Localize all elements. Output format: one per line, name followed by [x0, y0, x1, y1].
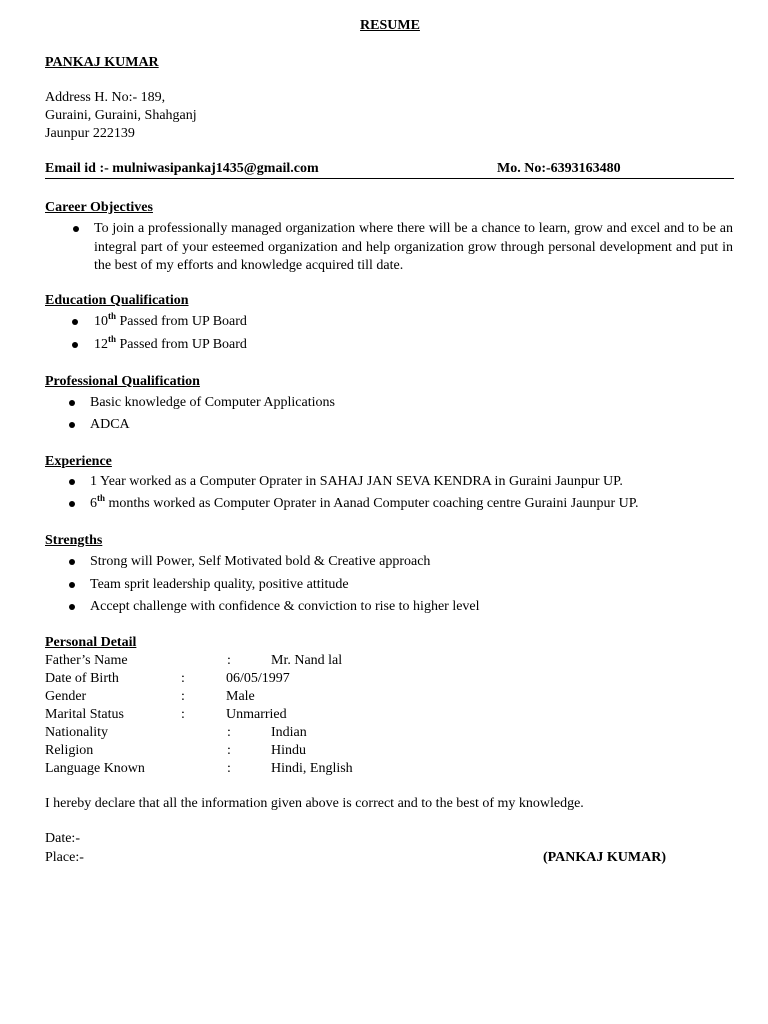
detail-separator: : [181, 671, 185, 686]
strength-item-text: Team sprit leadership quality, positive attitude [90, 577, 349, 592]
personal-detail-heading: Personal Detail [45, 635, 137, 650]
experience-heading: Experience [45, 454, 112, 469]
education-heading: Education Qualification [45, 293, 189, 308]
contact-divider [45, 178, 734, 179]
bullet [69, 400, 75, 406]
education-item-text: 12th Passed from UP Board [94, 334, 247, 352]
detail-value: Hindu [271, 743, 306, 758]
professional-item-text: ADCA [90, 417, 130, 432]
detail-label: Father’s Name [45, 653, 128, 668]
experience-item-text: 6th months worked as Computer Oprater in Aanad Computer coaching centre Guraini Jaunpur UP. [90, 493, 639, 511]
experience-item-text: 1 Year worked as a Computer Oprater in SAHAJ JAN SEVA KENDRA in Guraini Jaunpur UP. [90, 474, 623, 489]
document-title: RESUME [360, 18, 420, 33]
detail-value: Male [226, 689, 255, 704]
personal-detail-row [45, 742, 445, 760]
detail-label: Date of Birth [45, 671, 119, 686]
detail-separator: : [227, 761, 231, 776]
strength-item-text: Accept challenge with confidence & conviction to rise to higher level [90, 599, 480, 614]
detail-value: Hindi, English [271, 761, 353, 776]
place-label: Place:- [45, 850, 84, 865]
address-line-2: Guraini, Guraini, Shahganj [45, 108, 197, 123]
detail-label: Nationality [45, 725, 108, 740]
personal-detail-row [45, 724, 445, 742]
address-line-1: Address H. No:- 189, [45, 90, 166, 105]
bullet [72, 319, 78, 325]
declaration-text: I hereby declare that all the information given above is correct and to the best of my knowledge. [45, 796, 584, 811]
bullet [72, 342, 78, 348]
detail-separator: : [227, 743, 231, 758]
signature-name: (PANKAJ KUMAR) [543, 850, 666, 865]
bullet [69, 559, 75, 565]
detail-value: Unmarried [226, 707, 287, 722]
bullet [69, 501, 75, 507]
detail-separator: : [227, 725, 231, 740]
strengths-heading: Strengths [45, 533, 103, 548]
detail-value: Indian [271, 725, 307, 740]
detail-value: 06/05/1997 [226, 671, 290, 686]
detail-value: Mr. Nand lal [271, 653, 343, 668]
email-line: Email id :- mulniwasipankaj1435@gmail.com [45, 161, 319, 176]
detail-label: Language Known [45, 761, 145, 776]
career-objectives-heading: Career Objectives [45, 200, 153, 215]
address-line-3: Jaunpur 222139 [45, 126, 135, 141]
personal-detail-row [45, 670, 445, 688]
bullet [69, 582, 75, 588]
detail-label: Marital Status [45, 707, 124, 722]
date-label: Date:- [45, 831, 80, 846]
personal-detail-row [45, 688, 445, 706]
detail-separator: : [181, 689, 185, 704]
strength-item-text: Strong will Power, Self Motivated bold & Creative approach [90, 554, 431, 569]
detail-separator: : [181, 707, 185, 722]
education-item-text: 10th Passed from UP Board [94, 311, 247, 329]
bullet [69, 422, 75, 428]
bullet [69, 479, 75, 485]
detail-separator: : [227, 653, 231, 668]
career-objective-text: To join a professionally managed organization where there will be a chance to learn, grow and excel and to be an integral part of your esteemed organization and help organization grow through personal development and put in the best of my efforts and knowledge acquired till date. [94, 221, 733, 273]
bullet [69, 604, 75, 610]
detail-label: Gender [45, 689, 87, 704]
professional-qualification-heading: Professional Qualification [45, 374, 200, 389]
personal-detail-row [45, 706, 445, 724]
candidate-name: PANKAJ KUMAR [45, 55, 159, 70]
personal-detail-row [45, 760, 445, 778]
career-objective-item [94, 220, 733, 276]
mobile-line: Mo. No:-6393163480 [497, 161, 621, 176]
professional-item-text: Basic knowledge of Computer Applications [90, 395, 335, 410]
detail-label: Religion [45, 743, 94, 758]
personal-detail-row [45, 652, 445, 670]
bullet [73, 226, 79, 232]
